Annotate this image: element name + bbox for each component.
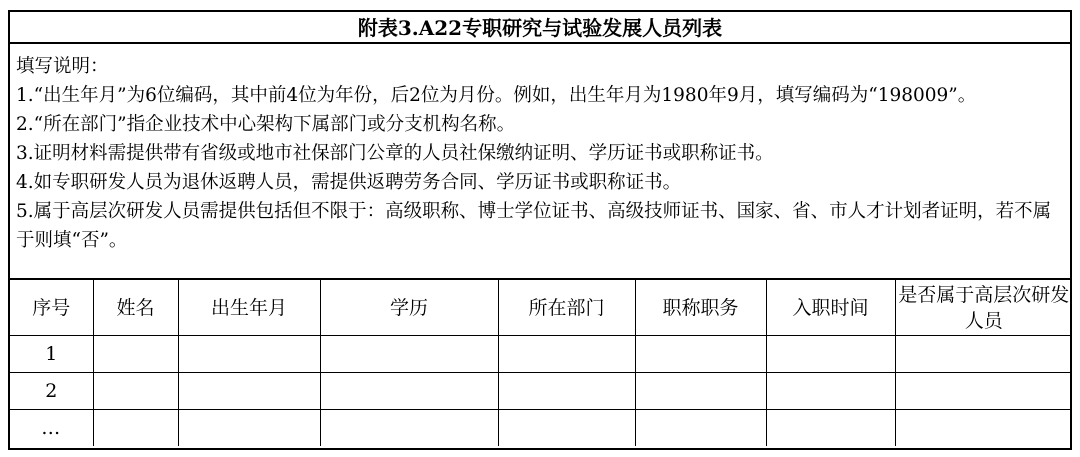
department-cell[interactable]	[498, 336, 635, 373]
title-position-cell[interactable]	[635, 373, 766, 410]
row-index-cell: 2	[10, 373, 93, 410]
birth-date-cell[interactable]	[178, 336, 320, 373]
header-high-level: 是否属于高层次研发人员	[895, 280, 1072, 336]
hire-date-cell[interactable]	[766, 410, 895, 447]
table-row	[10, 410, 1072, 447]
instructions-heading: 填写说明：	[16, 56, 109, 77]
education-cell[interactable]	[320, 336, 498, 373]
header-title-position: 职称职务	[635, 280, 766, 336]
title-position-cell[interactable]	[635, 410, 766, 447]
table-row	[10, 373, 1072, 410]
education-cell[interactable]	[320, 410, 498, 447]
header-index: 序号	[10, 280, 93, 336]
high-level-cell[interactable]	[895, 410, 1072, 447]
hire-date-cell[interactable]	[766, 373, 895, 410]
personnel-table	[10, 280, 1072, 446]
education-cell[interactable]	[320, 373, 498, 410]
name-cell[interactable]	[93, 336, 178, 373]
instruction-item-3: 3.证明材料需提供带有省级或地市社保部门公章的人员社保缴纳证明、学历证书或职称证书。	[16, 143, 774, 164]
birth-date-cell[interactable]	[178, 410, 320, 447]
instruction-item-4: 4.如专职研发人员为退休返聘人员，需提供返聘劳务合同、学历证书或职称证书。	[16, 172, 682, 193]
row-index-cell: 1	[10, 336, 93, 373]
sheet-title: 附表3.A22专职研究与试验发展人员列表	[10, 12, 1070, 44]
appendix-sheet	[8, 10, 1072, 450]
table-row	[10, 336, 1072, 373]
header-birth-date: 出生年月	[178, 280, 320, 336]
birth-date-cell[interactable]	[178, 373, 320, 410]
instructions-block	[10, 44, 1070, 280]
row-index-cell: …	[10, 410, 93, 447]
header-department: 所在部门	[498, 280, 635, 336]
name-cell[interactable]	[93, 410, 178, 447]
title-position-cell[interactable]	[635, 336, 766, 373]
header-name: 姓名	[93, 280, 178, 336]
header-hire-date: 入职时间	[766, 280, 895, 336]
high-level-cell[interactable]	[895, 336, 1072, 373]
department-cell[interactable]	[498, 373, 635, 410]
table-header-row	[10, 280, 1072, 336]
header-education: 学历	[320, 280, 498, 336]
hire-date-cell[interactable]	[766, 336, 895, 373]
instruction-item-5: 5.属于高层次研发人员需提供包括但不限于：高级职称、博士学位证书、高级技师证书、国家、省、市人才计划者证明，若不属于则填“否”。	[16, 201, 1052, 251]
instruction-item-2: 2.“所在部门”指企业技术中心架构下属部门或分支机构名称。	[16, 114, 516, 135]
instruction-item-1: 1.“出生年月”为6位编码，其中前4位为年份，后2位为月份。例如，出生年月为1980年9月，填写编码为“198009”。	[16, 85, 977, 106]
high-level-cell[interactable]	[895, 373, 1072, 410]
department-cell[interactable]	[498, 410, 635, 447]
name-cell[interactable]	[93, 373, 178, 410]
